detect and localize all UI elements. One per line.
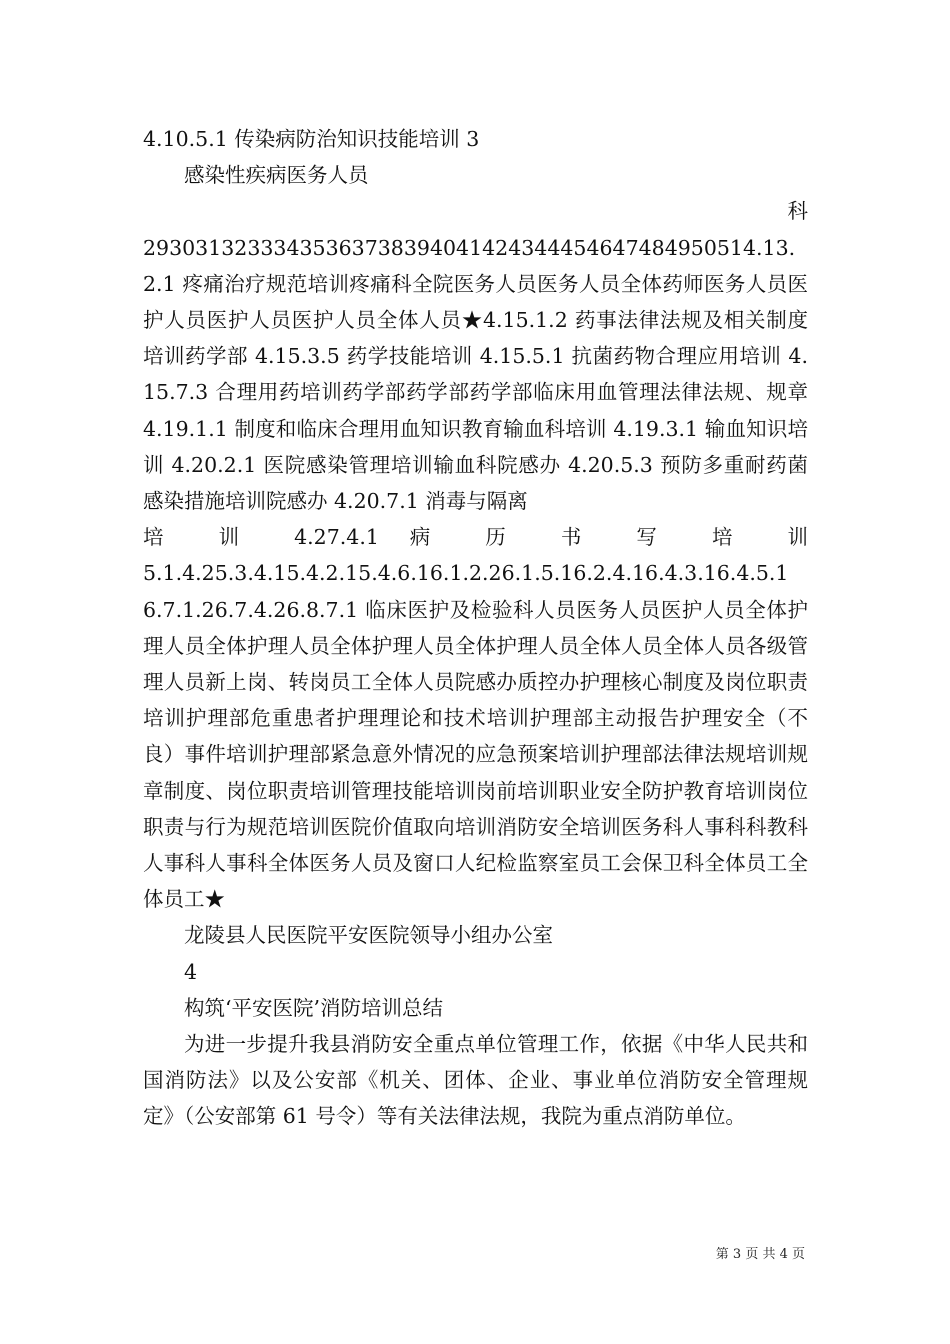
section-title: 构筑‘平安医院’消防培训总结: [184, 995, 444, 1020]
spread-word: 书: [560, 525, 606, 550]
line-item-title: 4.10.5.1 传染病防治知识技能培训 3: [143, 127, 480, 151]
spread-word: 写: [636, 525, 682, 550]
line-item-target: 感染性疾病医务人员: [184, 163, 369, 188]
office-name: 龙陵县人民医院平安医院领导小组办公室: [184, 923, 553, 948]
spread-word: 病: [409, 525, 455, 550]
spread-word: 培: [143, 525, 188, 550]
spread-word: 历: [485, 525, 531, 550]
spread-word: 4.27.4.1: [294, 525, 379, 550]
spread-word: 培: [711, 525, 757, 550]
right-fragment: 科: [787, 199, 808, 224]
body-paragraph: 为进一步提升我县消防安全重点单位管理工作，依据《中华人民共和国消防法》以及公安部《机关、团体、企业、事业单位消防安全管理规定》（公安部第 61 号令）等有关法律法规，我院为重点消防单位。: [143, 1032, 808, 1129]
spread-word: 训: [787, 525, 808, 550]
spread-line: [143, 519, 808, 555]
spread-word: 训: [218, 525, 264, 550]
page-footer: 第 3 页 共 4 页: [715, 1247, 805, 1262]
dense-training-block: 29303132333435363738394041424344454647484950514.13.2.1 疼痛治疗规范培训疼痛科全院医务人员医务人员全体药师医务人员医护人员医护人员医护人员全体人员★4.15.1.2 药事法律法规及相关制度培训药学部 4.15.3.5 药学技能培训 4.15.5.1 抗菌药物合理应用培训 4.15.7.3 合理用药培训药学部药学部药学部临床用血管理法律法规、规章 4.19.1.1 制度和临床合理用血知识教育输血科培训 4.19.3.1 输血知识培训 4.20.2.1 医院感染管理培训输血科院感办 4.20.5.3 预防多重耐药菌感染措施培训院感办 4.20.7.1 消毒与隔离: [143, 235, 808, 514]
dense-training-block-2: 5.1.4.25.3.4.15.4.2.15.4.6.16.1.2.26.1.5.16.2.4.16.4.3.16.4.5.16.7.1.26.7.4.26.8.7.1 临床医护及检验科人员医务人员医护人员全体护理人员全体护理人员全体护理人员全体护理人员全体人员全体人员各级管理人员新上岗、转岗员工全体人员院感办质控办护理核心制度及岗位职责培训护理部危重患者护理理论和技术培训护理部主动报告护理安全（不良）事件培训护理部紧急意外情况的应急预案培训护理部法律法规培训规章制度、岗位职责培训管理技能培训岗前培训职业安全防护教育培训岗位职责与行为规范培训医院价值取向培训消防安全培训医务科人事科科教科人事科人事科全体医务人员及窗口人纪检监察室员工会保卫科全体员工全体员工★: [143, 561, 808, 912]
page-number-marker: 4: [184, 959, 198, 984]
document-body: [143, 121, 808, 1135]
